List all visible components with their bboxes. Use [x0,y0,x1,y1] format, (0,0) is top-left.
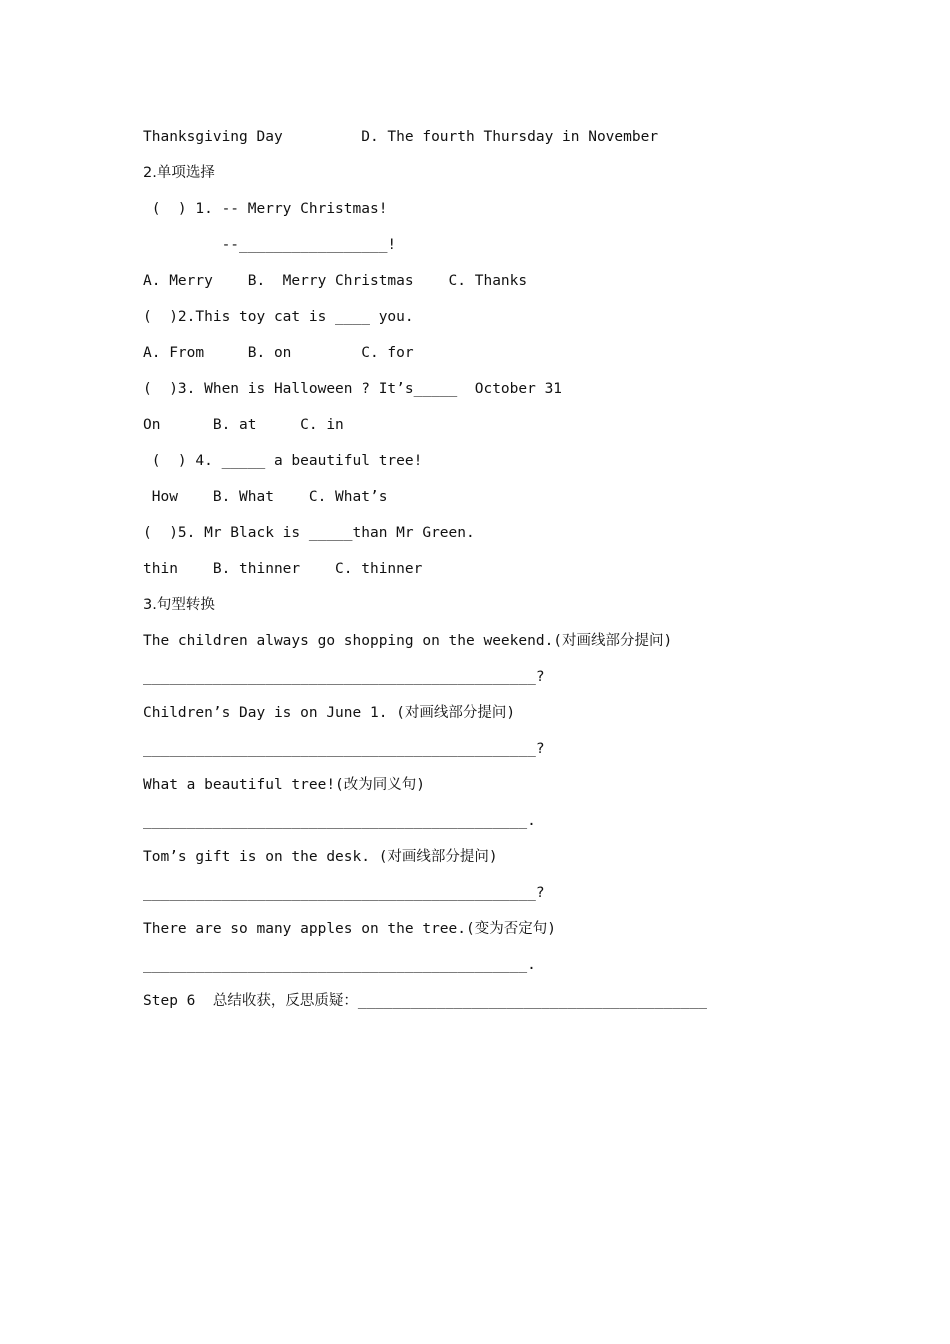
transformation-5-blank: ____________________________________________. [143,957,536,973]
transformation-5: There are so many apples on the tree.(变为否定句) [143,921,556,937]
question-5: ( )5. Mr Black is _____than Mr Green. [143,525,475,541]
transformation-2-blank: _____________________________________________? [143,741,545,757]
transformation-1-blank: _____________________________________________? [143,669,545,685]
transformation-4: Tom’s gift is on the desk. (对画线部分提问) [143,849,498,865]
transformation-4-blank: _____________________________________________? [143,885,545,901]
question-3: ( )3. When is Halloween ? It’s_____ October 31 [143,381,563,397]
question-1-options: A. Merry B. Merry Christmas C. Thanks [143,273,528,289]
section-heading-sentence-transformation: 3.句型转换 [143,597,215,613]
option-line-d: Thanksgiving Day D. The fourth Thursday in November [143,129,659,145]
transformation-3: What a beautiful tree!(改为同义句) [143,777,426,793]
question-3-options: On B. at C. in [143,417,344,433]
question-5-options: thin B. thinner C. thinner [143,561,423,577]
step-6-summary: Step 6 总结收获，反思质疑：________________________________________ [143,993,708,1009]
question-1: ( ) 1. -- Merry Christmas! [143,201,388,217]
question-1-answer-blank: --_________________! [143,237,397,253]
question-2: ( )2.This toy cat is ____ you. [143,309,414,325]
question-2-options: A. From B. on C. for [143,345,414,361]
question-4-options: How B. What C. What’s [143,489,388,505]
question-4: ( ) 4. _____ a beautiful tree! [143,453,423,469]
section-heading-multiple-choice: 2.单项选择 [143,165,215,181]
transformation-2: Children’s Day is on June 1. (对画线部分提问) [143,705,516,721]
transformation-1: The children always go shopping on the weekend.(对画线部分提问) [143,633,673,649]
transformation-3-blank: ____________________________________________. [143,813,536,829]
